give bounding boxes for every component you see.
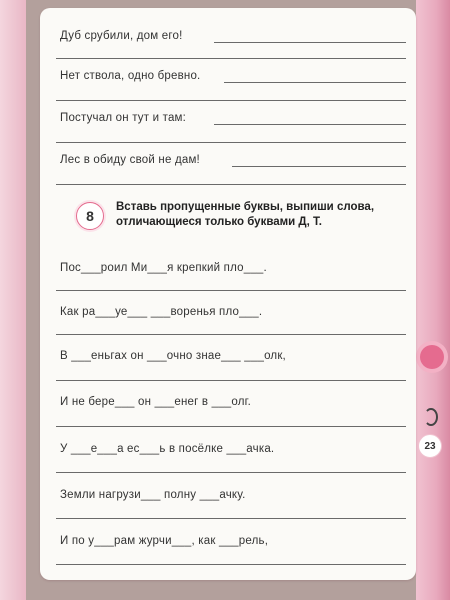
answer-line [214, 42, 406, 43]
page-number: 23 [418, 434, 442, 458]
answer-line [56, 58, 406, 59]
page-left-margin [0, 0, 26, 600]
task-instruction: Вставь пропущенные буквы, выпиши слова, отличающиеся только буквами Д, Т. [116, 201, 375, 228]
answer-line [56, 290, 406, 291]
answer-line [56, 564, 406, 565]
task-line: И по у___рам журчи___, как ___рель, [60, 535, 269, 547]
answer-line [56, 426, 406, 427]
answer-line [56, 380, 406, 381]
poem-line: Дуб срубили, дом его! [60, 30, 183, 42]
answer-line [224, 82, 406, 83]
poem-line: Лес в обиду свой не дам! [60, 154, 200, 166]
answer-line [56, 100, 406, 101]
task-line: И не бере___ он ___енег в ___олг. [60, 396, 252, 408]
poem-line: Постучал он тут и там: [60, 112, 187, 124]
answer-line [56, 472, 406, 473]
answer-line [232, 166, 406, 167]
answer-line [214, 124, 406, 125]
poem-line: Нет ствола, одно бревно. [60, 70, 201, 82]
task-line: Земли нагрузи___ полну ___ачку. [60, 489, 246, 501]
answer-line [56, 142, 406, 143]
answer-line [56, 184, 406, 185]
ornament-icon [424, 408, 438, 426]
task-number-badge: 8 [76, 202, 104, 230]
answer-line [56, 518, 406, 519]
flower-decoration-icon [420, 345, 444, 369]
answer-line [56, 334, 406, 335]
page-right-margin [416, 0, 450, 600]
task-line: В ___еньгах он ___очно знае___ ___олк, [60, 350, 286, 362]
task-line: Пос___роил Ми___я крепкий пло___. [60, 262, 267, 274]
task-line: У ___е___а ес___ь в посёлке ___ачка. [60, 443, 275, 455]
task-line: Как ра___уе___ ___воренья пло___. [60, 306, 263, 318]
